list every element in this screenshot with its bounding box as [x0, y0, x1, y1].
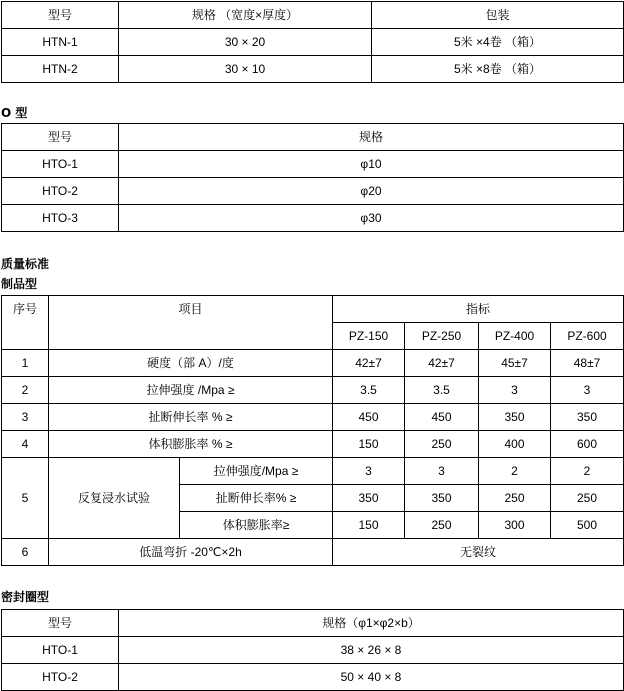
value-cell: 250 [405, 512, 479, 539]
value-cell: 45±7 [479, 350, 551, 377]
immersion-test-label: 反复浸水试验 [49, 458, 180, 539]
value-cell: 250 [479, 485, 551, 512]
item-cell: 硬度（部 A）/度 [49, 350, 333, 377]
value-cell: 250 [551, 485, 624, 512]
value-cell: 3.5 [333, 377, 405, 404]
value-cell: 2 [551, 458, 624, 485]
item-cell: 拉伸强度/Mpa ≥ [180, 458, 333, 485]
header-spec: 规格 [119, 124, 624, 151]
item-cell: 拉伸强度 /Mpa ≥ [49, 377, 333, 404]
header-item: 项目 [49, 296, 333, 350]
table-row [2, 151, 624, 178]
value-cell: 3 [551, 377, 624, 404]
value-cell: 42±7 [333, 350, 405, 377]
item-cell: 扯断伸长率% ≥ [180, 485, 333, 512]
item-cell: 体积膨胀率 % ≥ [49, 431, 333, 458]
model-header-pz150: PZ-150 [333, 323, 405, 350]
quality-standard-table [1, 295, 624, 566]
value-cell: 450 [333, 404, 405, 431]
seq-cell: 5 [2, 458, 49, 539]
value-cell: 3 [479, 377, 551, 404]
value-cell: 350 [479, 404, 551, 431]
model-header-pz400: PZ-400 [479, 323, 551, 350]
value-cell: 600 [551, 431, 624, 458]
header-model: 型号 [2, 2, 119, 29]
model-cell: HTN-1 [2, 29, 119, 56]
value-cell: 400 [479, 431, 551, 458]
value-cell: 2 [479, 458, 551, 485]
value-cell: 350 [405, 485, 479, 512]
spec-cell: 38 × 26 × 8 [119, 637, 624, 664]
htn-spec-table [1, 1, 624, 83]
header-model: 型号 [2, 610, 119, 637]
spec-cell: φ20 [119, 178, 624, 205]
table-row [2, 377, 624, 404]
item-cell: 低温弯折 -20℃×2h [49, 539, 333, 566]
model-cell: HTO-1 [2, 151, 119, 178]
spec-cell: φ10 [119, 151, 624, 178]
product-type-heading: 制品型 [1, 277, 38, 291]
table-header-row [2, 124, 624, 151]
table-header-row [2, 610, 624, 637]
spec-cell: 50 × 40 × 8 [119, 664, 624, 691]
o-type-table [1, 123, 624, 232]
value-cell: 350 [333, 485, 405, 512]
table-row [2, 458, 624, 485]
header-pack: 包装 [372, 2, 624, 29]
seq-cell: 4 [2, 431, 49, 458]
value-cell: 450 [405, 404, 479, 431]
value-cell: 350 [551, 404, 624, 431]
value-cell: 3 [405, 458, 479, 485]
table-row [2, 637, 624, 664]
value-cell: 150 [333, 512, 405, 539]
quality-standard-heading: 质量标准 [1, 257, 50, 271]
pack-cell: 5米 ×4卷 （箱） [372, 29, 624, 56]
model-header-pz600: PZ-600 [551, 323, 624, 350]
item-cell: 扯断伸长率 % ≥ [49, 404, 333, 431]
table-row [2, 178, 624, 205]
o-type-heading: O 型 [1, 106, 28, 120]
value-cell: 300 [479, 512, 551, 539]
spec-cell: 30 × 20 [119, 29, 372, 56]
table-header-row [2, 296, 624, 323]
model-cell: HTO-3 [2, 205, 119, 232]
seq-cell: 2 [2, 377, 49, 404]
table-row [2, 539, 624, 566]
value-cell: 500 [551, 512, 624, 539]
spec-cell: φ30 [119, 205, 624, 232]
table-row [2, 431, 624, 458]
model-cell: HTO-1 [2, 637, 119, 664]
value-cell: 3 [333, 458, 405, 485]
table-row [2, 404, 624, 431]
value-cell: 3.5 [405, 377, 479, 404]
table-row [2, 205, 624, 232]
value-cell: 48±7 [551, 350, 624, 377]
seq-cell: 6 [2, 539, 49, 566]
table-row [2, 29, 624, 56]
value-cell: 150 [333, 431, 405, 458]
item-cell: 体积膨胀率≥ [180, 512, 333, 539]
model-header-pz250: PZ-250 [405, 323, 479, 350]
seq-cell: 3 [2, 404, 49, 431]
header-spec: 规格 （宽度×厚度） [119, 2, 372, 29]
table-header-row [2, 2, 624, 29]
header-spec: 规格（φ1×φ2×b） [119, 610, 624, 637]
header-seq: 序号 [2, 296, 49, 350]
header-indicator: 指标 [333, 296, 624, 323]
table-row [2, 350, 624, 377]
model-cell: HTN-2 [2, 56, 119, 83]
seq-cell: 1 [2, 350, 49, 377]
table-row [2, 664, 624, 691]
pack-cell: 5米 ×8卷 （箱） [372, 56, 624, 83]
model-cell: HTO-2 [2, 178, 119, 205]
seal-ring-table [1, 609, 624, 691]
value-cell: 250 [405, 431, 479, 458]
model-cell: HTO-2 [2, 664, 119, 691]
spec-cell: 30 × 10 [119, 56, 372, 83]
header-model: 型号 [2, 124, 119, 151]
value-cell: 42±7 [405, 350, 479, 377]
seal-ring-heading: 密封圈型 [1, 590, 50, 604]
value-cell: 无裂纹 [333, 539, 624, 566]
table-row [2, 56, 624, 83]
